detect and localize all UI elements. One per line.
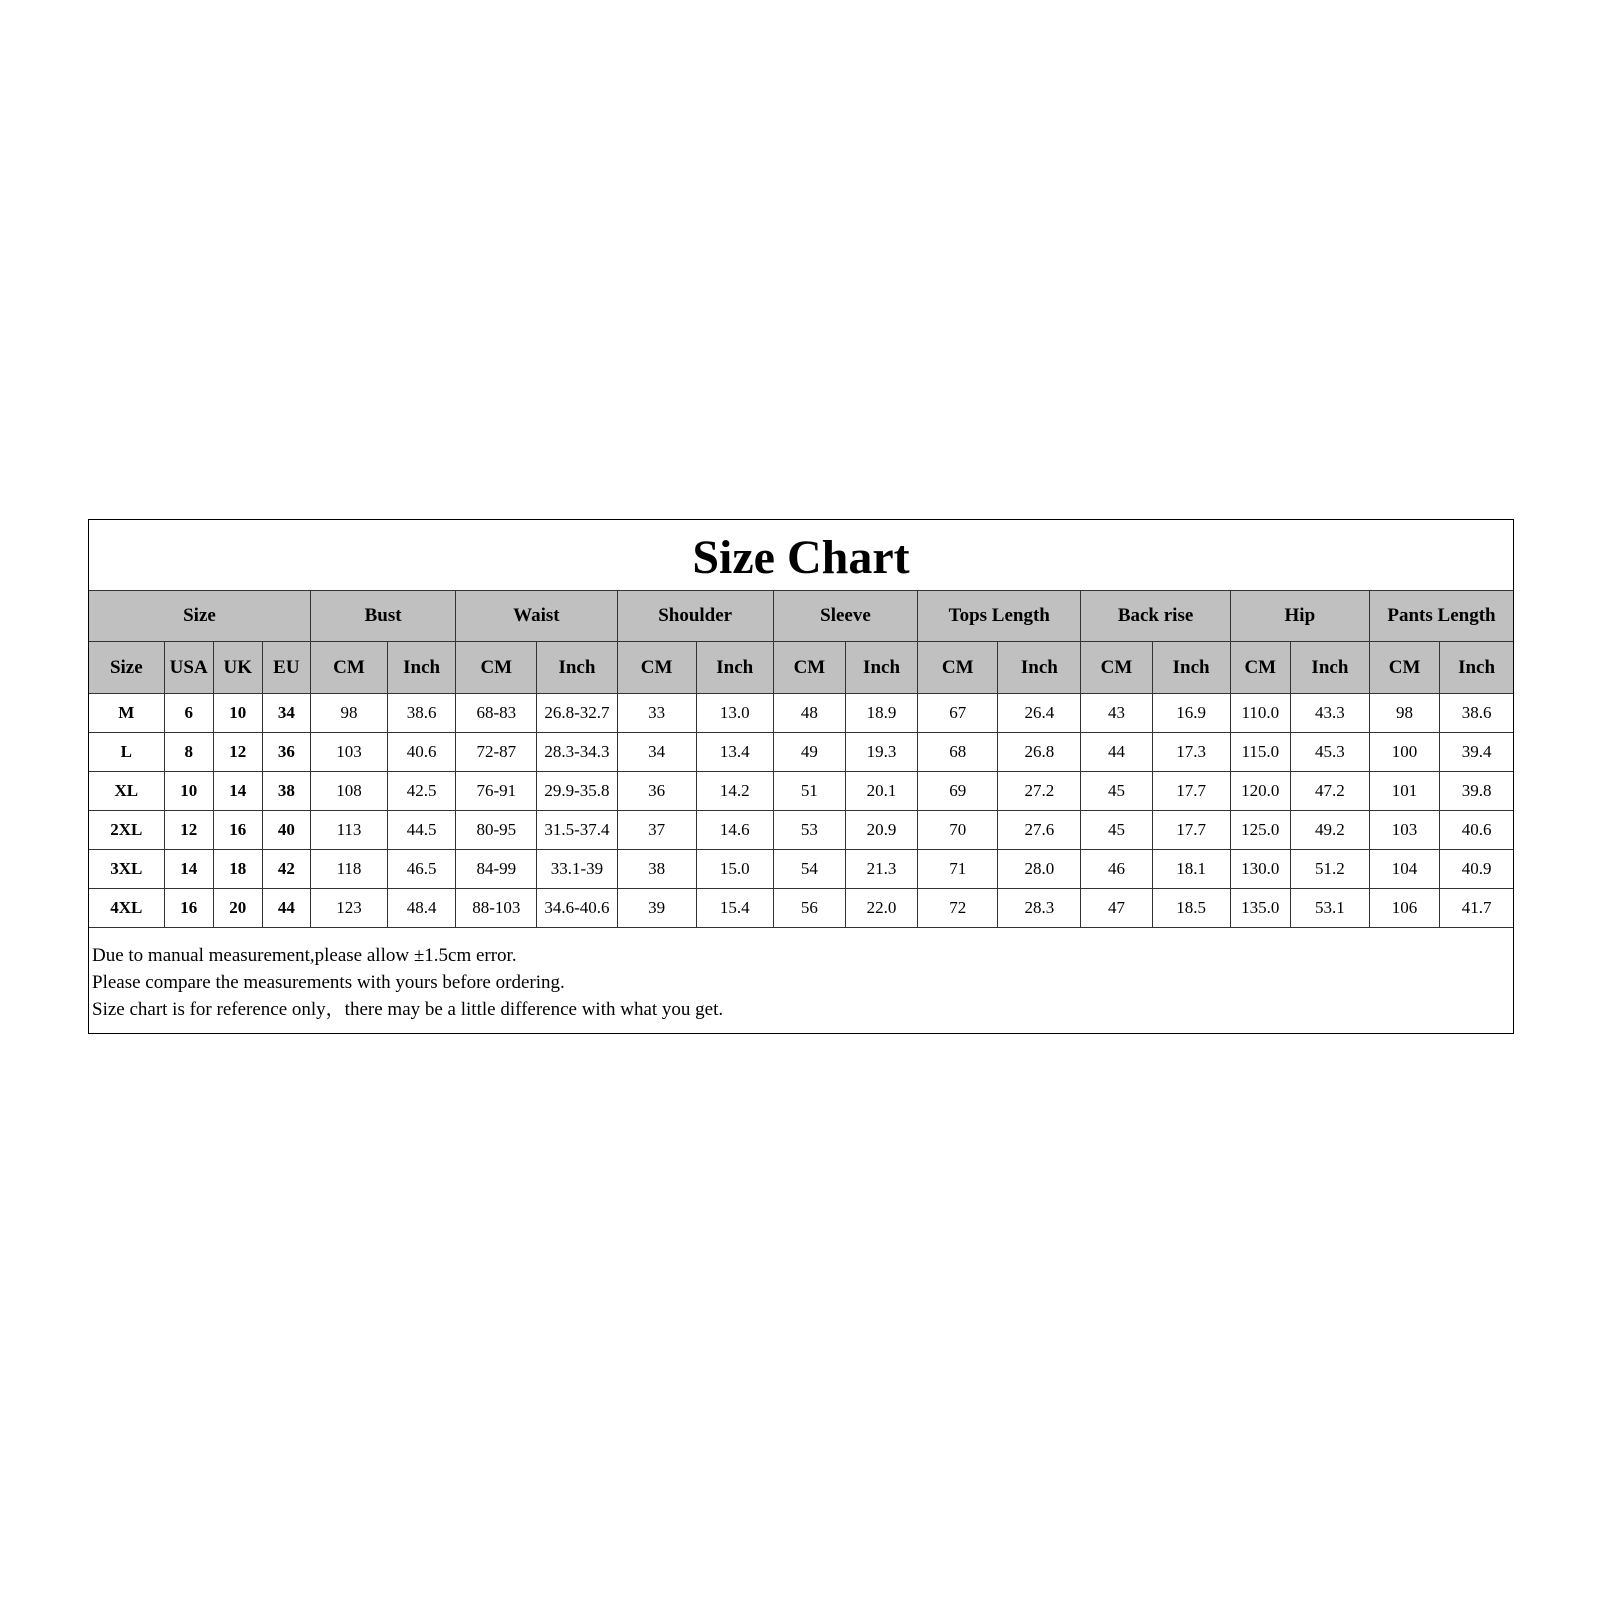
table-cell: 37 <box>617 811 696 850</box>
note-line: Due to manual measurement,please allow ±1.5cm error. <box>92 945 517 966</box>
table-cell: 71 <box>918 850 998 889</box>
table-cell: 34 <box>262 694 310 733</box>
page-title: Size Chart <box>692 530 910 584</box>
table-cell: 118 <box>310 850 387 889</box>
table-cell: 33 <box>617 694 696 733</box>
table-cell: 38 <box>262 772 310 811</box>
column-header-usa: USA <box>164 642 213 694</box>
measurement-notes <box>89 928 1513 1023</box>
table-cell: 98 <box>310 694 387 733</box>
table-cell: 54 <box>773 850 845 889</box>
table-cell: 46.5 <box>388 850 456 889</box>
table-cell: 16.9 <box>1152 694 1230 733</box>
table-cell: 49.2 <box>1290 811 1369 850</box>
column-header-inch: Inch <box>388 642 456 694</box>
table-cell: 130.0 <box>1230 850 1290 889</box>
column-header-cm: CM <box>456 642 537 694</box>
table-cell: 34.6-40.6 <box>537 889 617 928</box>
table-cell: 40.6 <box>1440 811 1513 850</box>
table-cell: 8 <box>164 733 213 772</box>
table-cell: 20.9 <box>845 811 917 850</box>
table-cell: 26.8-32.7 <box>537 694 617 733</box>
column-header-cm: CM <box>918 642 998 694</box>
column-header-inch: Inch <box>696 642 773 694</box>
group-header-pants-length: Pants Length <box>1369 591 1513 642</box>
column-header-cm: CM <box>310 642 387 694</box>
table-row <box>89 889 1513 928</box>
size-chart-table <box>89 520 1513 928</box>
table-cell: 47.2 <box>1290 772 1369 811</box>
group-header-tops-length: Tops Length <box>918 591 1081 642</box>
table-cell: 18 <box>213 850 262 889</box>
table-cell: 42 <box>262 850 310 889</box>
table-cell: 104 <box>1369 850 1439 889</box>
table-cell: 47 <box>1081 889 1152 928</box>
column-header-inch: Inch <box>845 642 917 694</box>
table-cell: 21.3 <box>845 850 917 889</box>
table-cell: 44 <box>262 889 310 928</box>
column-header-inch: Inch <box>1152 642 1230 694</box>
table-cell: 100 <box>1369 733 1439 772</box>
table-cell: 27.6 <box>998 811 1081 850</box>
table-cell: 68 <box>918 733 998 772</box>
table-cell: 20 <box>213 889 262 928</box>
table-cell: 15.4 <box>696 889 773 928</box>
table-cell: 6 <box>164 694 213 733</box>
table-cell: 68-83 <box>456 694 537 733</box>
table-cell: 14.2 <box>696 772 773 811</box>
table-cell: 17.7 <box>1152 811 1230 850</box>
table-cell: 40.6 <box>388 733 456 772</box>
table-cell: 17.7 <box>1152 772 1230 811</box>
column-header-cm: CM <box>773 642 845 694</box>
table-cell: 49 <box>773 733 845 772</box>
table-cell: 26.8 <box>998 733 1081 772</box>
table-cell: 106 <box>1369 889 1439 928</box>
table-cell: 103 <box>310 733 387 772</box>
table-cell: 36 <box>262 733 310 772</box>
table-cell: 88-103 <box>456 889 537 928</box>
table-cell: 113 <box>310 811 387 850</box>
note-line: Size chart is for reference only，there may be a little difference with what you get. <box>92 999 724 1020</box>
table-cell: 40 <box>262 811 310 850</box>
column-header-cm: CM <box>617 642 696 694</box>
table-cell: 84-99 <box>456 850 537 889</box>
group-header-shoulder: Shoulder <box>617 591 773 642</box>
table-cell: 38.6 <box>388 694 456 733</box>
table-cell: 40.9 <box>1440 850 1513 889</box>
size-chart <box>88 519 1514 1034</box>
table-cell: 10 <box>164 772 213 811</box>
table-cell: 45 <box>1081 811 1152 850</box>
table-cell: 110.0 <box>1230 694 1290 733</box>
group-header-hip: Hip <box>1230 591 1369 642</box>
table-cell: 10 <box>213 694 262 733</box>
table-cell: 17.3 <box>1152 733 1230 772</box>
column-header-inch: Inch <box>998 642 1081 694</box>
table-cell: 45.3 <box>1290 733 1369 772</box>
table-row <box>89 733 1513 772</box>
table-cell: 76-91 <box>456 772 537 811</box>
table-cell: 108 <box>310 772 387 811</box>
table-row <box>89 850 1513 889</box>
table-cell: 31.5-37.4 <box>537 811 617 850</box>
table-cell: 4XL <box>89 889 164 928</box>
table-cell: 72-87 <box>456 733 537 772</box>
table-cell: 34 <box>617 733 696 772</box>
table-cell: 51 <box>773 772 845 811</box>
table-cell: 43 <box>1081 694 1152 733</box>
table-cell: 72 <box>918 889 998 928</box>
table-cell: 29.9-35.8 <box>537 772 617 811</box>
table-cell: 51.2 <box>1290 850 1369 889</box>
table-cell: 69 <box>918 772 998 811</box>
table-cell: 20.1 <box>845 772 917 811</box>
table-cell: 125.0 <box>1230 811 1290 850</box>
table-cell: 80-95 <box>456 811 537 850</box>
table-cell: 14.6 <box>696 811 773 850</box>
table-cell: 44.5 <box>388 811 456 850</box>
column-header-cm: CM <box>1369 642 1439 694</box>
table-cell: 53 <box>773 811 845 850</box>
table-cell: 28.3 <box>998 889 1081 928</box>
column-header-cm: CM <box>1230 642 1290 694</box>
table-cell: 18.9 <box>845 694 917 733</box>
table-cell: 44 <box>1081 733 1152 772</box>
table-cell: 16 <box>213 811 262 850</box>
table-cell: 41.7 <box>1440 889 1513 928</box>
table-cell: 13.4 <box>696 733 773 772</box>
table-cell: 16 <box>164 889 213 928</box>
column-header-inch: Inch <box>1440 642 1513 694</box>
column-header-inch: Inch <box>1290 642 1369 694</box>
column-header-cm: CM <box>1081 642 1152 694</box>
note-line: Please compare the measurements with yours before ordering. <box>92 972 565 993</box>
group-header-bust: Bust <box>310 591 455 642</box>
table-cell: 19.3 <box>845 733 917 772</box>
table-cell: 27.2 <box>998 772 1081 811</box>
table-cell: 39.8 <box>1440 772 1513 811</box>
table-cell: 14 <box>213 772 262 811</box>
table-cell: 120.0 <box>1230 772 1290 811</box>
table-cell: 12 <box>164 811 213 850</box>
table-cell: 22.0 <box>845 889 917 928</box>
table-row <box>89 811 1513 850</box>
table-row <box>89 694 1513 733</box>
table-cell: 38.6 <box>1440 694 1513 733</box>
table-cell: 48 <box>773 694 845 733</box>
table-cell: 98 <box>1369 694 1439 733</box>
table-cell: 13.0 <box>696 694 773 733</box>
table-cell: 48.4 <box>388 889 456 928</box>
table-cell: 46 <box>1081 850 1152 889</box>
table-cell: 33.1-39 <box>537 850 617 889</box>
table-cell: 103 <box>1369 811 1439 850</box>
measurement-group-header-row <box>89 591 1513 642</box>
table-cell: 28.0 <box>998 850 1081 889</box>
column-header-size: Size <box>89 642 164 694</box>
table-cell: M <box>89 694 164 733</box>
table-cell: 2XL <box>89 811 164 850</box>
table-cell: 38 <box>617 850 696 889</box>
column-header-inch: Inch <box>537 642 617 694</box>
column-header-eu: EU <box>262 642 310 694</box>
table-cell: 12 <box>213 733 262 772</box>
table-cell: 67 <box>918 694 998 733</box>
group-header-size: Size <box>89 591 310 642</box>
table-row <box>89 772 1513 811</box>
table-cell: 15.0 <box>696 850 773 889</box>
group-header-back-rise: Back rise <box>1081 591 1230 642</box>
table-cell: 135.0 <box>1230 889 1290 928</box>
table-cell: 45 <box>1081 772 1152 811</box>
table-cell: 53.1 <box>1290 889 1369 928</box>
table-cell: 101 <box>1369 772 1439 811</box>
table-cell: L <box>89 733 164 772</box>
chart-title-cell <box>89 520 1513 591</box>
unit-header-row <box>89 642 1513 694</box>
table-cell: 115.0 <box>1230 733 1290 772</box>
table-cell: 28.3-34.3 <box>537 733 617 772</box>
table-cell: 56 <box>773 889 845 928</box>
table-cell: 43.3 <box>1290 694 1369 733</box>
table-cell: 3XL <box>89 850 164 889</box>
table-cell: 42.5 <box>388 772 456 811</box>
table-cell: 123 <box>310 889 387 928</box>
table-cell: 70 <box>918 811 998 850</box>
table-cell: 18.1 <box>1152 850 1230 889</box>
table-cell: 36 <box>617 772 696 811</box>
table-cell: 14 <box>164 850 213 889</box>
column-header-uk: UK <box>213 642 262 694</box>
table-cell: 26.4 <box>998 694 1081 733</box>
table-cell: 39.4 <box>1440 733 1513 772</box>
table-cell: 18.5 <box>1152 889 1230 928</box>
group-header-waist: Waist <box>456 591 617 642</box>
table-cell: 39 <box>617 889 696 928</box>
table-cell: XL <box>89 772 164 811</box>
group-header-sleeve: Sleeve <box>773 591 917 642</box>
